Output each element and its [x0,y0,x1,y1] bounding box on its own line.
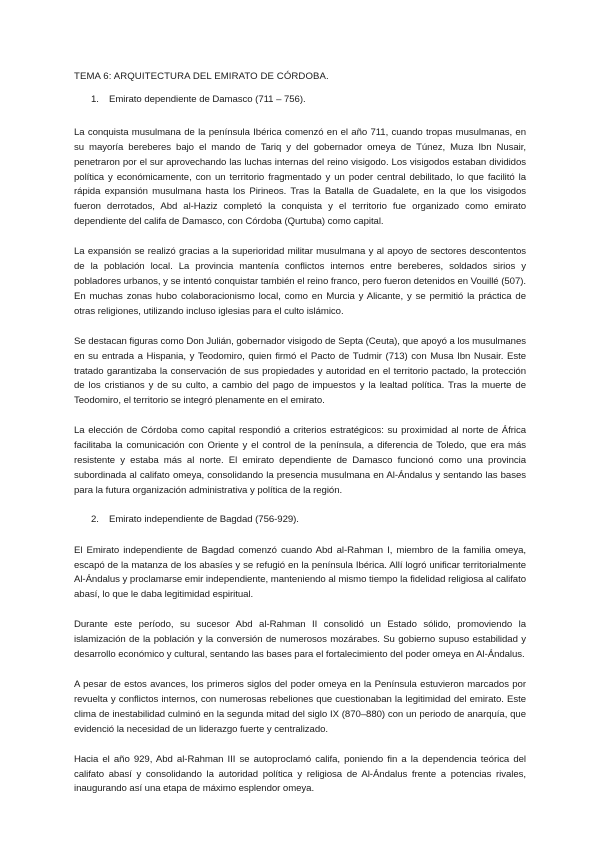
section-1-number: 1. [91,93,99,105]
section-2-heading [74,513,526,528]
section-1-paragraph-3: Se destacan figuras como Don Julián, gobernador visigodo de Septa (Ceuta), que apoyó a los musulmanes en su entrada a Hispania, y Teodomiro, quien firmó el Pacto de Tudmir (713) con Musa Ibn Nusair. Este tratado garantizaba la conservación de sus propiedades y autoridad en el territorio pactado, la protección de los cristianos y de su culto, a cambio del pago de impuestos y la lealtad política. Tras la muerte de Teodomiro, el territorio se integró plenamente en el emirato. [74,335,526,407]
section-2-paragraph-2: Durante este período, su sucesor Abd al-Rahman II consolidó un Estado sólido, promoviendo la islamización de la población y la conversión de numerosos mozárabes. Su gobierno supuso estabilidad y desarrollo económico y cultural, sentando las bases para el fortalecimiento del poder omeya en Al-Ándalus. [74,619,526,661]
section-2-paragraph-3: A pesar de estos avances, los primeros siglos del poder omeya en la Península estuvieron marcados por revuelta y conflictos internos, con numerosas rebeliones que cuestionaban la legitimidad del emirato. Este clima de inestabilidad culminó en la segunda mitad del siglo IX (870–880) con un periodo de anarquía, que evidenció la necesidad de un liderazgo fuerte y centralizado. [74,679,526,735]
section-1-paragraph-4: La elección de Córdoba como capital respondió a criterios estratégicos: su proximidad al norte de África facilitaba la comunicación con Oriente y el control de la península, a diferencia de Toledo, que era más resistente y estaba más al norte. El emirato dependiente de Damasco funcionó como una provincia subordinada al califato omeya, consolidando la presencia musulmana en Al-Ándalus y sentando las bases para la futura organización administrativa y política de la región. [74,425,526,496]
section-1-paragraph-2: La expansión se realizó gracias a la superioridad militar musulmana y al apoyo de sectores descontentos de la población local. La provincia mantenía conflictos internos entre bereberes, soldados sirios y pobladores urbanos, y se intentó conquistar también el reino franco, pero fueron detenidos en Vouillé (507). En muchas zonas hubo colaboracionismo local, como en Murcia y Alicante, y se permitió la práctica de otras religiones, utilizando incluso iglesias para el culto islámico. [74,246,526,317]
document-title: TEMA 6: ARQUITECTURA DEL EMIRATO DE CÓRDOBA. [74,71,329,82]
document-page [74,70,526,797]
section-2-number: 2. [91,513,99,525]
section-2-paragraph-4: Hacia el año 929, Abd al-Rahman III se autoproclamó califa, poniendo fin a la dependencia teórica del califato abasí y consolidando la autoridad política y religiosa de Al-Ándalus frente a potencias rivales, inaugurando así una etapa de máximo esplendor omeya. [74,753,526,795]
section-2-title: Emirato independiente de Bagdad (756-929). [109,513,299,525]
section-1-title: Emirato dependiente de Damasco (711 – 756). [109,93,306,105]
section-2-paragraph-1: El Emirato independiente de Bagdad comenzó cuando Abd al-Rahman I, miembro de la familia omeya, escapó de la matanza de los abasíes y se refugió en la península Ibérica. Allí logró unificar territorialmente Al-Ándalus y proclamarse emir independiente, manteniendo al mismo tiempo la fidelidad religiosa al califato abasí, lo que le daba legitimidad espiritual. [74,544,526,601]
section-1-paragraph-1: La conquista musulmana de la península Ibérica comenzó en el año 711, cuando tropas musulmanas, en su mayoría bereberes bajo el mando de Tariq y del gobernador omeya de Túnez, Muza Ibn Nusair, penetraron por el sur aprovechando las luchas internas del reino visigodo. Los visigodos estaban divididos política y económicamente, con un territorio fragmentado y un poder central debilitado, lo que facilitó la rápida expansión musulmana hasta los Pirineos. Tras la Batalla de Guadalete, en la que los visigodos fueron derrotados, Abd al-Haziz completó la conquista y el territorio fue organizado como emirato dependiente del califa de Damasco, con Córdoba (Qurtuba) como capital. [74,126,526,228]
section-1-heading [74,93,526,108]
